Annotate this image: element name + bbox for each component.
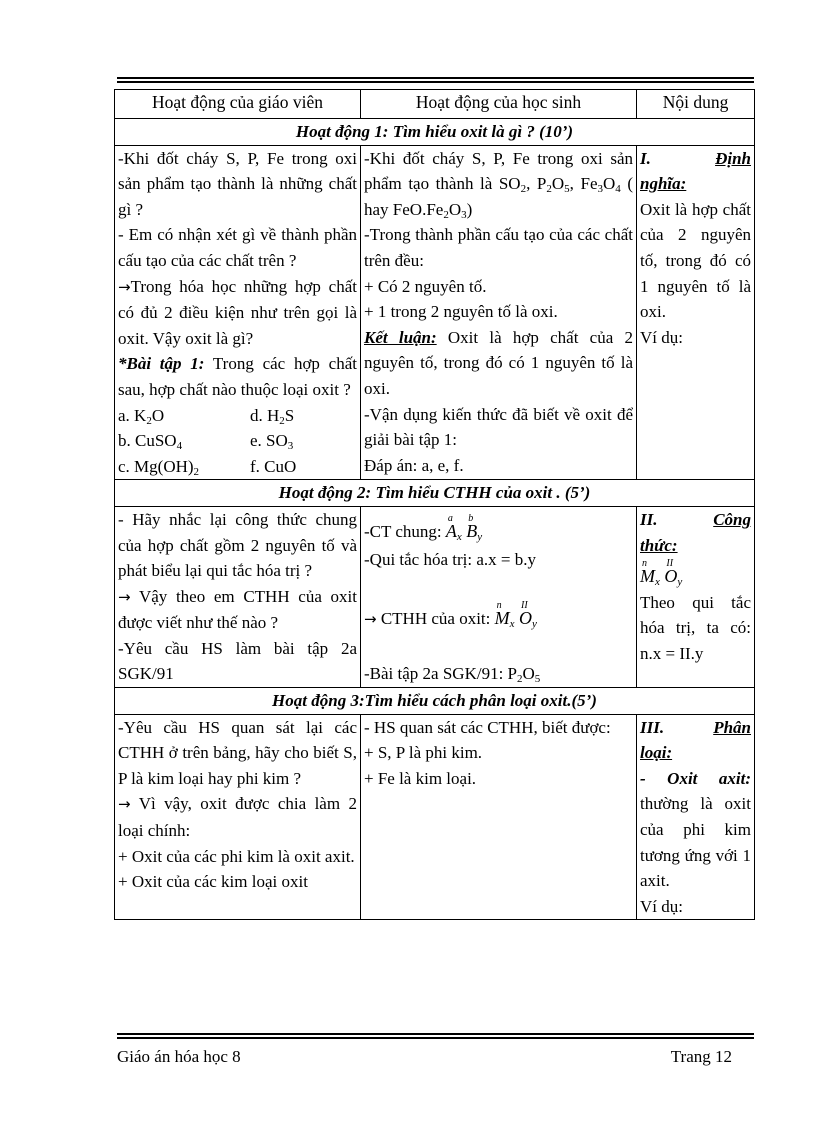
s3-type-label: - Oxit axit: [640,768,751,788]
bottom-double-rule-2 [117,1037,754,1039]
s1-student-a1: -Khi đốt cháy S, P, Fe trong oxi sản phẩm tạo thành là $SO_2$, $P_2O_5$, $Fe_3O_4$ ( hay $FeO.Fe_2O_3$) [364,148,634,221]
section-2-teacher-cell [115,506,361,687]
sym-M: M [640,566,655,587]
sym-O: O [664,566,678,587]
valence-b: b [468,512,474,524]
s1-content-heading [640,146,751,172]
general-formula [445,512,483,543]
s1-student-a2: -Trong thành phần cấu tạo của các chất trên đều: [364,225,633,270]
section-2-content-cell [637,506,755,687]
sym-O: O [519,608,533,629]
section-1-content-cell [637,145,755,480]
section-3-content-cell [637,714,755,920]
s2-ct-oxit [364,600,633,633]
header-content: Nội dung [637,90,755,119]
sub: 4 [615,183,621,196]
arrow-icon: → [118,277,131,296]
option-row-2 [118,428,357,454]
section-1-teacher-cell [115,145,361,480]
option-f: f. CuO [250,456,297,476]
s3-teacher-q3: + Oxit của các phi kim là oxit axit. [118,846,355,866]
s1-teacher-q3: Trong hóa học những hợp chất có đủ 2 điều kiện như trên gọi là oxit. Vậy oxit là gì? [118,276,357,348]
s1-heading-word2: nghĩa: [640,174,687,194]
s3-student-a1: - HS quan sát các CTHH, biết được: [364,717,611,737]
s3-heading-num: III. [640,717,665,737]
section-3-student-cell [361,714,637,920]
s1-exercise-label: Bài tập 1: [126,354,205,374]
section-3-title: Hoạt động 3:Tìm hiểu cách phân loại oxit.(5’) [115,688,755,715]
section-2-row [115,506,755,687]
sub: 5 [534,672,541,685]
s3-student-a3: + Fe là kim loại. [364,768,477,788]
section-1-title-row [115,119,755,146]
section-3-teacher-cell [115,714,361,920]
sym-M: M [494,608,510,629]
option-b: b. CuSO [118,431,177,451]
s2-ct-oxit-label: CTHH của oxit: [376,609,495,629]
s2-ex-text: -Bài tập 2a SGK/91: P [364,663,517,683]
option-e: e. SO [250,431,288,451]
sub: 2 [517,672,523,685]
header-student: Hoạt động của học sinh [361,90,637,119]
s3-teacher-q2: Vì vậy, oxit được chia làm 2 loại chính: [118,794,357,841]
s3-student-a2: + S, P là phi kim. [364,743,483,763]
bottom-double-rule-1 [117,1033,754,1035]
sym-A: A [445,520,457,541]
s3-teacher-q1: -Yêu cầu HS quan sát lại các CTHH ở trên bảng, hãy cho biết S, P là kim loại hay phi kim ? [118,717,357,788]
s2-heading-word1: Công [713,509,751,529]
s1-exercise [118,351,357,402]
sub: 2 [193,465,200,478]
s2-heading-word2: thức: [640,535,678,555]
sub: 2 [546,183,552,196]
sub: 3 [461,208,467,221]
s2-heading-num: II. [640,509,658,529]
s3-content-type [640,766,751,894]
section-1-row [115,145,755,480]
s3-content-example: Ví dụ: [640,896,683,916]
oxide-formula [494,600,537,631]
s1-a1-fe: Fe [580,174,598,194]
s2-ct-general [364,512,633,545]
s1-conclusion-label: Kết luận: [364,327,437,347]
s1-content-example: Ví dụ: [640,327,683,347]
sub: 3 [287,440,294,453]
header-row [115,90,755,119]
footer-title: Giáo án hóa học 8 [117,1047,241,1066]
s1-a1-text: -Khi đốt cháy S, P, Fe trong oxi sản phẩm tạo thành là SO [364,148,633,194]
s1-conclusion [364,325,633,402]
sub-y: y [532,618,537,631]
section-2-title: Hoạt động 2: Tìm hiểu CTHH của oxit . (5’) [115,480,755,507]
s1-heading-word1: Định [715,148,751,168]
lesson-table [114,89,755,920]
section-2-student-cell [361,506,637,687]
s3-teacher-q2-line [118,791,357,843]
s2-ct-label: -CT chung: [364,521,446,541]
valence-n: n [496,600,502,612]
top-double-rule-1 [117,77,754,79]
s1-teacher-q2: - Em có nhận xét gì về thành phần cấu tạo của các chất trên ? [118,225,357,270]
arrow-icon: → [364,610,377,629]
sub: 2 [279,414,285,427]
sub: 3 [597,183,603,196]
s1-answer: Đáp án: a, e, f. [364,455,464,475]
sub-x: x [655,576,660,589]
star-bullet: * [118,354,127,374]
sub: 4 [176,440,183,453]
sub: 2 [520,183,527,196]
option-c: c. Mg(OH) [118,456,194,476]
option-row-3 [118,454,357,480]
s1-student-a4: + 1 trong 2 nguyên tố là oxi. [364,302,558,322]
valence-II: II [521,600,528,612]
s1-student-a5: -Vận dụng kiến thức đã biết về oxit để giải bài tập 1: [364,404,633,450]
s3-teacher-q4: + Oxit của các kim loại oxit [118,872,308,892]
valence-a: a [447,512,453,524]
s2-content-heading [640,507,751,533]
sub: 2 [443,208,449,221]
s1-exercise-text: Trong các hợp chất sau, hợp chất nào thuộc loại oxit ? [118,354,357,399]
arrow-icon: → [118,795,131,814]
section-1-student-cell [361,145,637,480]
s2-rule: -Qui tắc hóa trị: a.x = b.y [364,549,536,569]
header-teacher: Hoạt động của giáo viên [115,90,361,119]
sub-x: x [509,618,515,631]
s1-heading-num: I. [640,148,651,168]
s1-a1-paren: ( hay FeO.Fe [364,174,634,219]
option-a: a. K [118,405,147,425]
section-3-row [115,714,755,920]
s2-teacher-q3: -Yêu cầu HS làm bài tập 2a SGK/91 [118,638,357,684]
s3-heading-word1: Phân [713,717,751,737]
option-d: d. H [250,405,280,425]
valence-n: n [642,558,647,570]
footer-page-number: Trang 12 [670,1047,732,1066]
sub-x: x [456,530,462,543]
sub-y: y [677,576,683,589]
section-3-title-row [115,688,755,715]
s1-content-def: Oxit là hợp chất của 2 nguyên tố, trong đó có 1 nguyên tố là oxi. [640,199,751,322]
arrow-icon: → [118,587,131,606]
sub: 2 [146,414,152,427]
s3-heading-word2: loại: [640,743,673,763]
sub: 5 [564,183,570,196]
section-1-title: Hoạt động 1: Tìm hiểu oxit là gì ? (10’) [115,119,755,146]
s3-content-heading [640,715,751,741]
option-row-1: a. $K_2O$ d. $H_2S$ [118,405,295,427]
s1-student-a3: + Có 2 nguyên tố. [364,276,487,296]
s1-conclusion-text: Oxit là hợp chất của 2 nguyên tố, trong đó có 1 nguyên tố là oxi. [364,327,634,398]
s1-teacher-q1: -Khi đốt cháy S, P, Fe trong oxi sản phẩm tạo thành là những chất gì ? [118,148,357,219]
sym-B: B [466,520,478,541]
s2-content-formula [640,558,751,590]
top-double-rule-2 [117,81,754,83]
valence-II: II [666,558,674,570]
s2-exercise: -Bài tập 2a SGK/91: $P_2O_5$ [364,663,541,685]
s2-teacher-q1: - Hãy nhắc lại công thức chung của hợp chất gồm 2 nguyên tố và phát biểu lại qui tắc hóa trị ? [118,509,357,581]
s2-teacher-q2: Vậy theo em CTHH của oxit được viết như thế nào ? [118,586,357,633]
sub-y: y [477,530,483,543]
s3-type-text: thường là oxit của phi kim tương ứng với 1 axit. [640,794,751,891]
s2-teacher-q2-line [118,584,357,636]
s1-teacher-q3-line [118,274,357,352]
s2-content-rule: Theo qui tắc hóa trị, ta có: n.x = II.y [640,592,751,663]
section-2-title-row [115,480,755,507]
